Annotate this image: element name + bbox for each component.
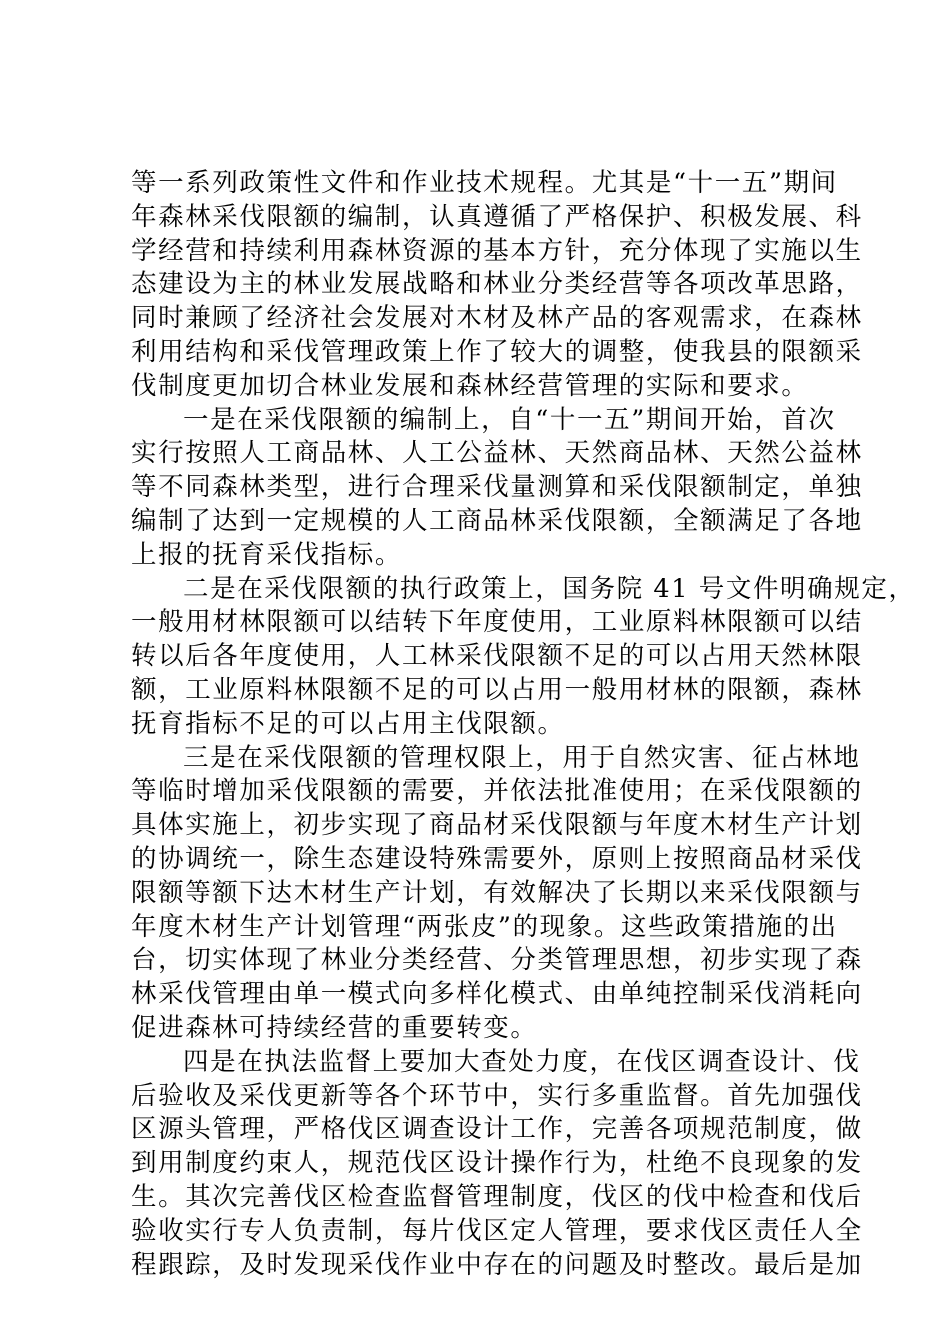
text-line: 生。其次完善伐区检查监督管理制度，伐区的伐中检查和伐后 (131, 1181, 863, 1212)
text-line: 后验收及采伐更新等各个环节中，实行多重监督。首先加强伐 (131, 1080, 863, 1111)
paragraph-first-line: 三是在采伐限额的管理权限上，用于自然灾害、征占林地 (183, 742, 861, 773)
text-line: 学经营和持续利用森林资源的基本方针，充分体现了实施以生 (131, 235, 863, 266)
text-line: 利用结构和采伐管理政策上作了较大的调整，使我县的限额采 (131, 336, 863, 367)
text-line: 促进森林可持续经营的重要转变。 (131, 1012, 538, 1043)
text-line: 抚育指标不足的可以占用主伐限额。 (131, 708, 565, 739)
text-line: 年森林采伐限额的编制，认真遵循了严格保护、积极发展、科 (131, 201, 863, 232)
text-line: 伐制度更加切合林业发展和森林经营管理的实际和要求。 (131, 370, 809, 401)
paragraph-first-line: 一是在采伐限额的编制上，自“十一五”期间开始，首次 (183, 404, 836, 435)
text-line: 转以后各年度使用，人工林采伐限额不足的可以占用天然林限 (131, 641, 863, 672)
text-line: 验收实行专人负责制，每片伐区定人管理，要求伐区责任人全 (131, 1215, 863, 1246)
text-line: 年度木材生产计划管理“两张皮”的现象。这些政策措施的出 (131, 911, 838, 942)
document-body-text (131, 167, 916, 1282)
text-line: 林采伐管理由单一模式向多样化模式、由单纯控制采伐消耗向 (131, 979, 863, 1010)
text-line: 一般用材林限额可以结转下年度使用，工业原料林限额可以结 (131, 607, 863, 638)
text-line: 具体实施上，初步实现了商品材采伐限额与年度木材生产计划 (131, 810, 863, 841)
text-line: 等临时增加采伐限额的需要，并依法批准使用；在采伐限额的 (131, 776, 863, 807)
text-line: 同时兼顾了经济社会发展对木材及林产品的客观需求，在森林 (131, 303, 863, 334)
text-line: 的协调统一，除生态建设特殊需要外，原则上按照商品材采伐 (131, 843, 863, 874)
text-line: 限额等额下达木材生产计划，有效解决了长期以来采伐限额与 (131, 877, 863, 908)
text-line: 等不同森林类型，进行合理采伐量测算和采伐限额制定，单独 (131, 472, 863, 503)
text-line: 实行按照人工商品林、人工公益林、天然商品林、天然公益林 (131, 438, 863, 469)
text-line: 额，工业原料林限额不足的可以占用一般用材林的限额，森林 (131, 674, 863, 705)
text-line: 等一系列政策性文件和作业技术规程。尤其是“十一五”期间 (131, 168, 838, 198)
text-line: 区源头管理，严格伐区调查设计工作，完善各项规范制度，做 (131, 1114, 863, 1145)
paragraph-first-line: 二是在采伐限额的执行政策上，国务院 41 号文件明确规定， (183, 573, 916, 604)
text-line: 到用制度约束人，规范伐区设计操作行为，杜绝不良现象的发 (131, 1148, 863, 1179)
text-line: 程跟踪，及时发现采伐作业中存在的问题及时整改。最后是加 (131, 1249, 863, 1280)
text-line: 编制了达到一定规模的人工商品林采伐限额，全额满足了各地 (131, 505, 863, 536)
text-line: 态建设为主的林业发展战略和林业分类经营等各项改革思路， (131, 269, 863, 300)
paragraph-first-line: 四是在执法监督上要加大查处力度，在伐区调查设计、伐 (183, 1046, 861, 1077)
text-line: 台，切实体现了林业分类经营、分类管理思想，初步实现了森 (131, 945, 863, 976)
text-line: 上报的抚育采伐指标。 (131, 539, 403, 570)
